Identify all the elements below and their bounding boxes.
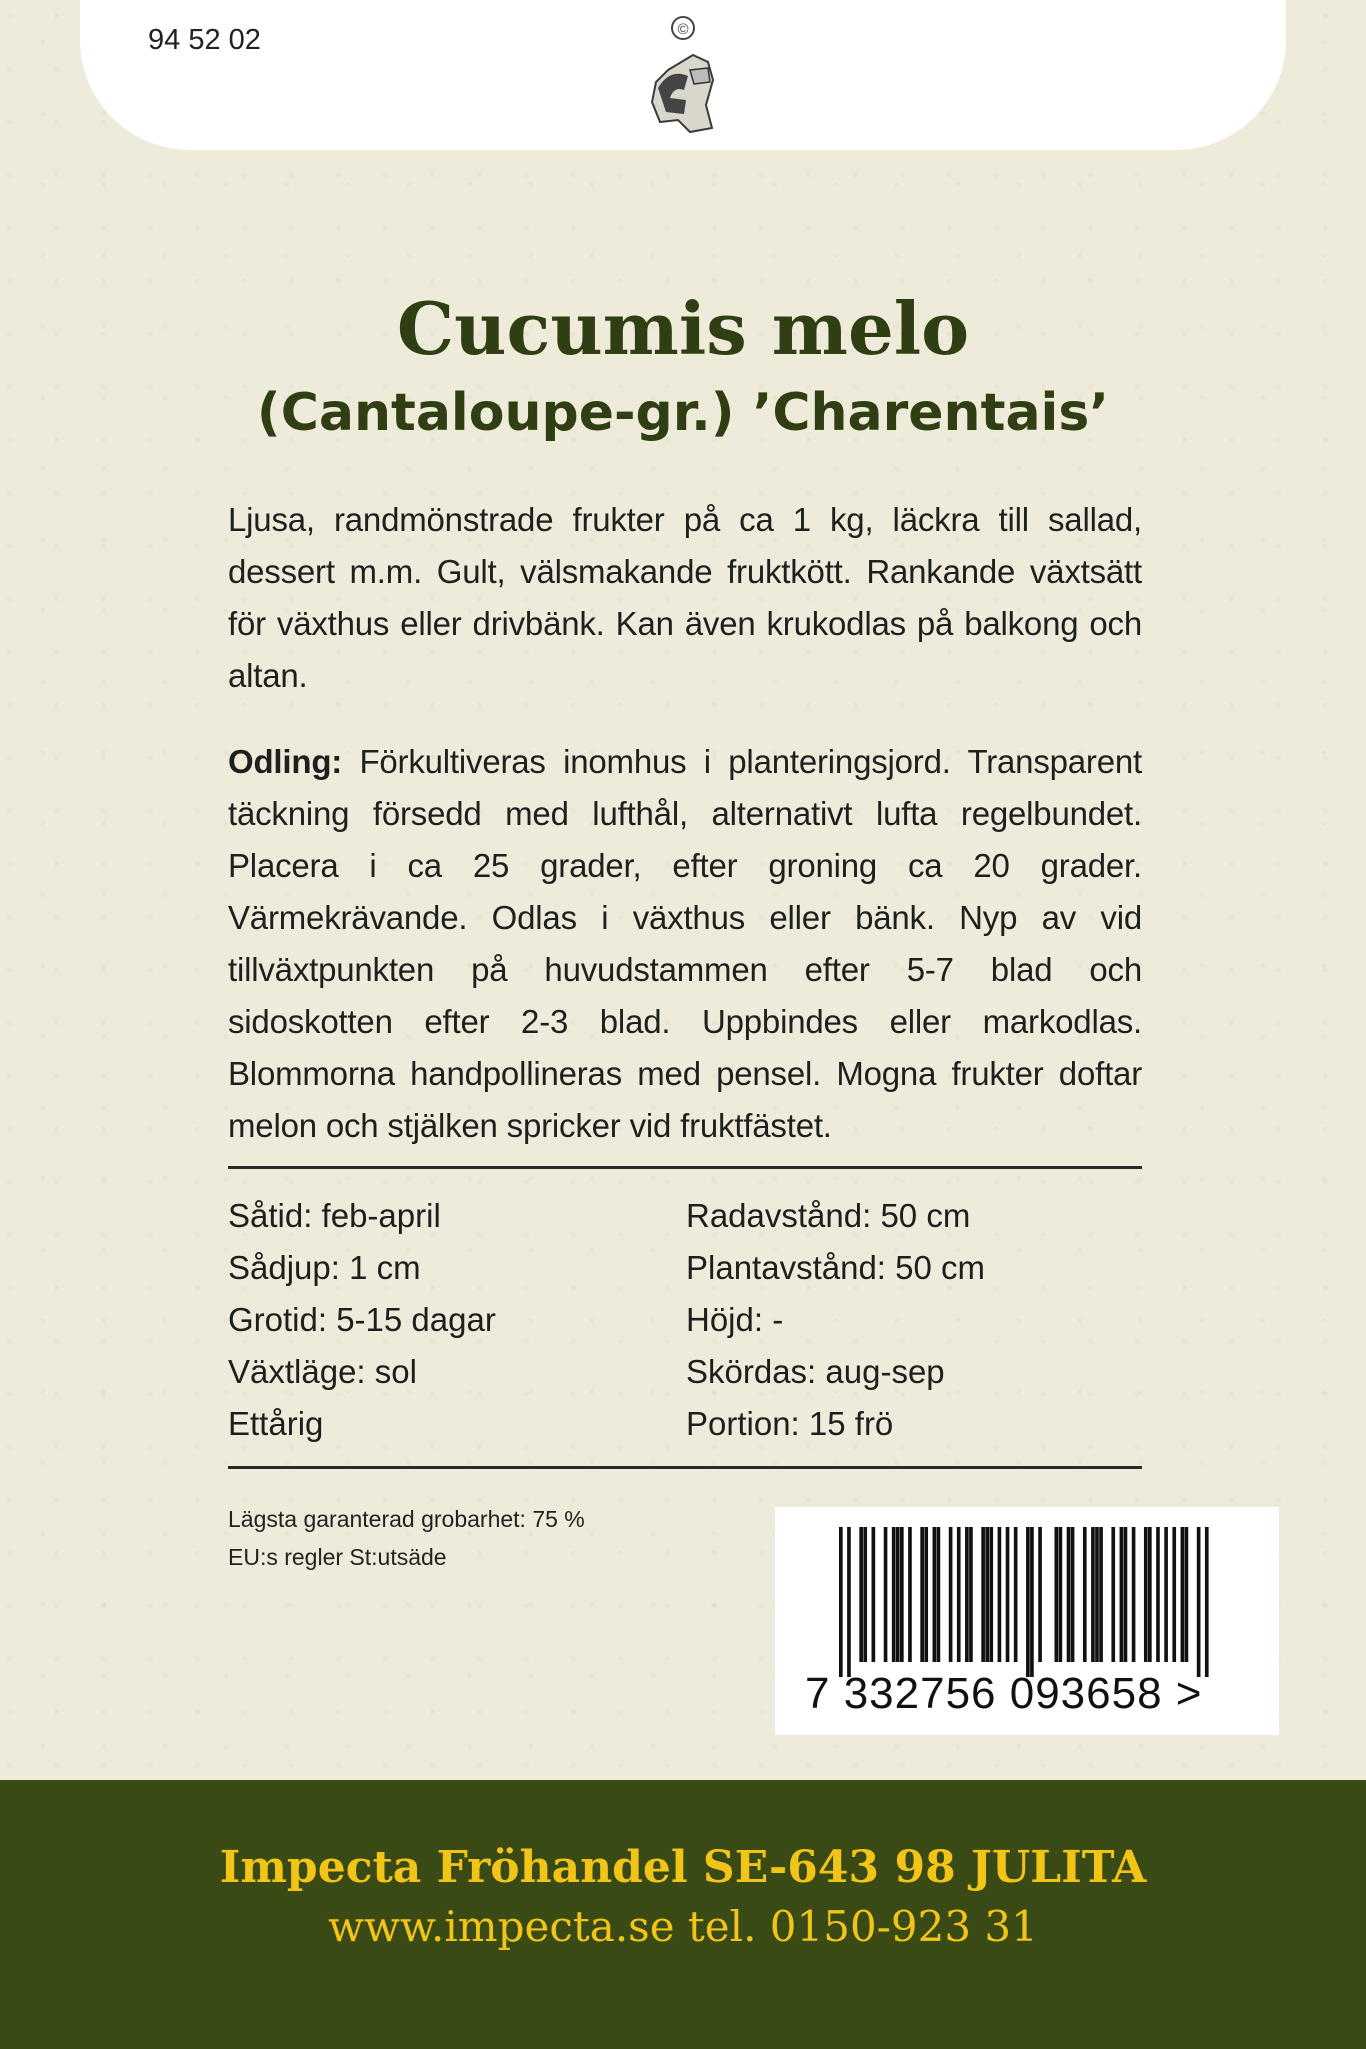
fact-sowing-time: Såtid: feb-april bbox=[228, 1197, 441, 1234]
barcode-bar bbox=[859, 1527, 863, 1662]
facts-right-column bbox=[686, 1190, 985, 1450]
barcode-bar bbox=[900, 1527, 904, 1662]
barcode-bar bbox=[1120, 1527, 1124, 1662]
barcode-bar bbox=[1083, 1527, 1087, 1662]
footer-band bbox=[0, 1780, 1366, 2049]
cultivation-paragraph bbox=[228, 736, 1142, 1152]
barcode-bar bbox=[989, 1527, 993, 1662]
barcode-bar bbox=[1026, 1527, 1030, 1677]
barcode-bar bbox=[1059, 1527, 1063, 1662]
divider-bottom bbox=[228, 1466, 1142, 1469]
barcode-bar bbox=[933, 1527, 937, 1662]
barcode-bar bbox=[884, 1527, 888, 1662]
fact-location: Växtläge: sol bbox=[228, 1353, 417, 1390]
description-paragraph: Ljusa, randmönstrade frukter på ca 1 kg, läckra till sallad, dessert m.m. Gult, välsmakande fruktkött. Rankande växtsätt för växthus eller drivbänk. Kan även krukodlas på balkong och altan. bbox=[228, 501, 1142, 694]
barcode-bar bbox=[1099, 1527, 1103, 1662]
gnome-logo-icon bbox=[628, 10, 738, 145]
divider-top bbox=[228, 1166, 1142, 1169]
germination-guarantee: Lägsta garanterad grobarhet: 75 % bbox=[228, 1506, 585, 1532]
barcode-bar bbox=[1111, 1527, 1115, 1662]
fact-harvest: Skördas: aug-sep bbox=[686, 1353, 945, 1390]
brand-logo bbox=[628, 10, 738, 145]
barcode-bar bbox=[985, 1527, 989, 1662]
barcode-bar bbox=[1067, 1527, 1071, 1662]
barcode-bar bbox=[1144, 1527, 1148, 1662]
barcode-bar bbox=[1172, 1527, 1176, 1662]
barcode-bar bbox=[863, 1527, 867, 1662]
facts-left-column bbox=[228, 1190, 496, 1450]
variety-title: (Cantaloupe-gr.) ’Charentais’ bbox=[256, 383, 1110, 443]
barcode-bar bbox=[937, 1527, 941, 1662]
barcode-bar bbox=[1132, 1527, 1136, 1662]
barcode-bar bbox=[998, 1527, 1002, 1662]
barcode-bars bbox=[839, 1527, 1209, 1677]
fact-germination-time: Grotid: 5-15 dagar bbox=[228, 1301, 496, 1338]
barcode-bar bbox=[1014, 1527, 1018, 1662]
footer-address: Impecta Fröhandel SE-643 98 JULITA bbox=[219, 1842, 1147, 1893]
barcode-bar bbox=[892, 1527, 896, 1662]
fact-sowing-depth: Sådjup: 1 cm bbox=[228, 1249, 421, 1286]
barcode-bar bbox=[1038, 1527, 1042, 1662]
barcode-bar bbox=[1185, 1527, 1189, 1662]
eu-rules: EU:s regler St:utsäde bbox=[228, 1544, 447, 1570]
barcode bbox=[775, 1507, 1279, 1735]
barcode-bar bbox=[1148, 1527, 1152, 1662]
barcode-bar bbox=[908, 1527, 912, 1662]
barcode-bar bbox=[949, 1527, 953, 1662]
barcode-bar bbox=[920, 1527, 924, 1662]
cultivation-text: Förkultiveras inomhus i planteringsjord. Transparent täckning försedd med lufthål, alternativt lufta regelbundet. Placera i ca 25 grader, efter groning ca 20 grader. Värmekrävande. Odlas i växthus eller bänk. Nyp av vid tillväxtpunkten på huvudstammen efter 5-7 blad och sidoskotten efter 2-3 blad. Uppbindes eller markodlas. Blommorna handpollineras med pensel. Mogna frukter doftar melon och stjälken spricker vid fruktfästet. bbox=[228, 743, 1142, 1144]
barcode-bar bbox=[1205, 1527, 1209, 1677]
barcode-bar bbox=[1181, 1527, 1185, 1662]
fine-print bbox=[228, 1500, 585, 1576]
barcode-bar bbox=[1091, 1527, 1095, 1662]
barcode-bar bbox=[839, 1527, 843, 1677]
barcode-bar bbox=[872, 1527, 876, 1662]
footer-contact: www.impecta.se tel. 0150-923 31 bbox=[328, 1902, 1038, 1951]
fact-plant-spacing: Plantavstånd: 50 cm bbox=[686, 1249, 985, 1286]
cultivation-label: Odling: bbox=[228, 743, 343, 780]
barcode-bar bbox=[1030, 1527, 1034, 1677]
fact-height: Höjd: - bbox=[686, 1301, 784, 1338]
barcode-bar bbox=[924, 1527, 928, 1662]
copyright-mark: © bbox=[677, 21, 689, 38]
barcode-bar bbox=[1156, 1527, 1160, 1662]
fact-lifecycle: Ettårig bbox=[228, 1405, 324, 1442]
barcode-bar bbox=[965, 1527, 969, 1662]
barcode-bar bbox=[1006, 1527, 1010, 1662]
article-code: 94 52 02 bbox=[148, 24, 261, 56]
barcode-bar bbox=[1095, 1527, 1099, 1662]
barcode-bar bbox=[981, 1527, 985, 1662]
species-title: Cucumis melo bbox=[396, 286, 970, 371]
barcode-bar bbox=[1124, 1527, 1128, 1662]
barcode-bar bbox=[969, 1527, 973, 1662]
barcode-bar bbox=[1054, 1527, 1058, 1662]
fact-row-spacing: Radavstånd: 50 cm bbox=[686, 1197, 971, 1234]
barcode-bar bbox=[1071, 1527, 1075, 1662]
fact-portion: Portion: 15 frö bbox=[686, 1405, 894, 1442]
barcode-bar bbox=[847, 1527, 851, 1677]
barcode-bar bbox=[957, 1527, 961, 1662]
barcode-bar bbox=[1164, 1527, 1168, 1662]
barcode-number: 7 332756 093658 > bbox=[805, 1669, 1203, 1718]
barcode-bar bbox=[1197, 1527, 1201, 1677]
barcode-bar bbox=[896, 1527, 900, 1662]
